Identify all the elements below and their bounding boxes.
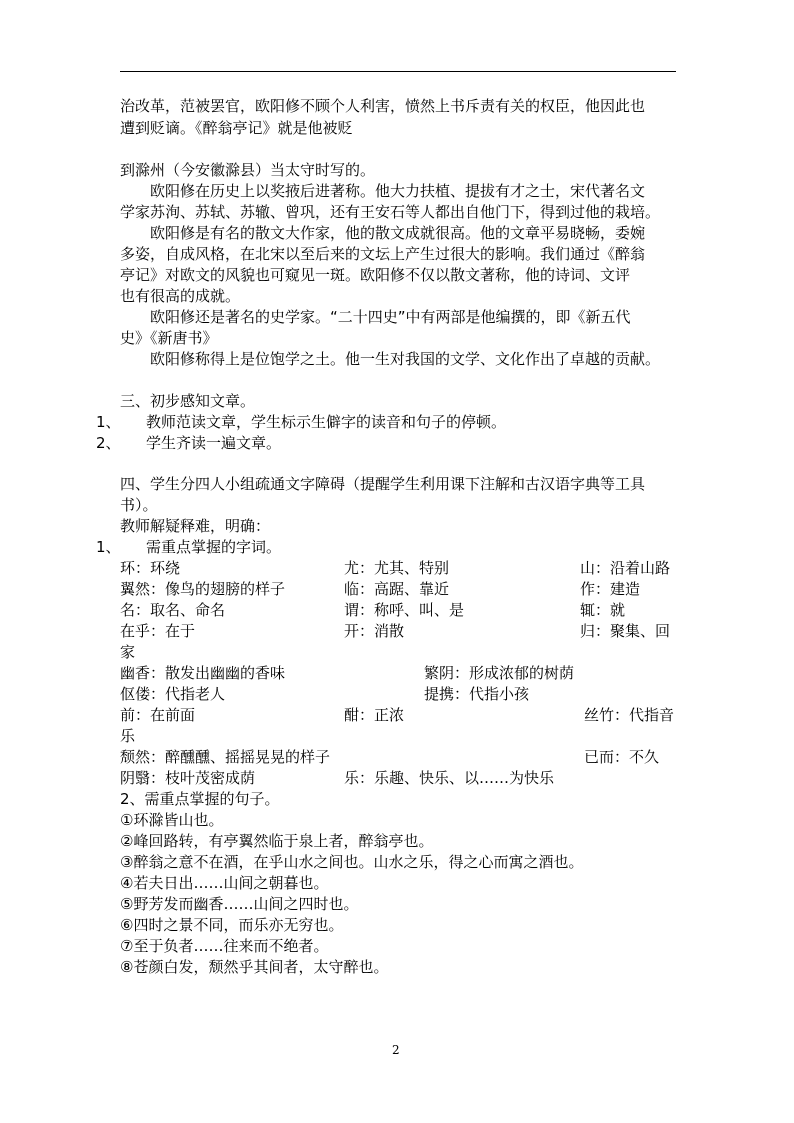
vocab-entry: 归：聚集、回 (580, 622, 671, 640)
sentence-item: ①环滁皆山也。 (120, 811, 224, 829)
vocab-entry: 在乎：在于 (120, 622, 196, 640)
vocab-entry: 酣：正浓 (344, 706, 405, 724)
vocab-entry: 翼然：像鸟的翅膀的样子 (120, 580, 286, 598)
section-4-title-line-2: 书）。 (120, 496, 158, 514)
bio-p2-line-4: 也有很高的成就。 (120, 287, 241, 305)
header-rule (120, 71, 676, 72)
page-number: 2 (392, 1043, 400, 1057)
sentences-title: 2、需重点掌握的句子。 (120, 790, 280, 808)
vocab-entry: 阴翳：枝叶茂密成荫 (120, 769, 256, 787)
sentence-item: ③醉翁之意不在酒，在乎山水之间也。山水之乐，得之心而寓之酒也。 (120, 853, 584, 871)
section-4-explain: 教师解疑释难，明确： (120, 517, 271, 535)
bio-p2-line-2: 多姿，自成风格，在北宋以至后来的文坛上产生过很大的影响。我们通过《醉翁 (120, 245, 646, 263)
vocab-entry: 环：环绕 (120, 559, 181, 577)
vocab-entry-wrap: 家 (120, 643, 136, 661)
bio-p4-line-1: 欧阳修称得上是位饱学之土。他一生对我国的文学、文化作出了卓越的贡献。 (150, 350, 661, 368)
intro-line-3: 到滁州（今安徽滁县）当太守时写的。 (120, 161, 376, 179)
section-3-item-1-number: 1、 (96, 413, 121, 431)
vocab-entry: 山：沿着山路 (580, 559, 671, 577)
intro-line-2: 遭到贬谪。《醉翁亭记》就是他被贬 (120, 119, 353, 137)
vocab-entry: 谓：称呼、叫、是 (344, 601, 465, 619)
vocab-entry: 丝竹：代指音 (584, 706, 675, 724)
vocab-entry: 繁阴：形成浓郁的树荫 (424, 664, 575, 682)
intro-line-1: 治改革，范被罢官，欧阳修不顾个人利害，愤然上书斥责有关的权臣，他因此也 (120, 97, 646, 115)
vocab-entry: 名：取名、命名 (120, 601, 226, 619)
vocab-entry-wrap: 乐 (120, 727, 136, 745)
section-3-title: 三、初步感知文章。 (120, 392, 256, 410)
vocab-entry: 尤：尤其、特别 (344, 559, 450, 577)
sentence-item: ⑤野芳发而幽香……山间之四时也。 (120, 895, 359, 913)
vocab-entry: 开：消散 (344, 622, 405, 640)
vocab-entry: 伛偻：代指老人 (120, 685, 226, 703)
bio-p1-line-1: 欧阳修在历史上以奖掖后进著称。他大力扶植、提拔有才之士，宋代著名文 (150, 182, 646, 200)
section-3-item-1-text: 教师范读文章，学生标示生僻字的读音和句子的停顿。 (146, 413, 507, 431)
vocab-entry: 乐：乐趣、快乐、以……为快乐 (344, 769, 555, 787)
section-3-item-2-text: 学生齐读一遍文章。 (146, 434, 282, 452)
vocab-entry: 辄：就 (580, 601, 626, 619)
vocab-heading-number: 1、 (96, 538, 121, 556)
vocab-entry: 前：在前面 (120, 706, 196, 724)
bio-p1-line-2: 学家苏洵、苏轼、苏辙、曾巩，还有王安石等人都出自他门下，得到过他的栽培。 (120, 203, 661, 221)
sentence-item: ⑧苍颜白发，颓然乎其间者，太守醉也。 (120, 958, 389, 976)
vocab-entry: 颓然：醉醺醺、摇摇晃晃的样子 (120, 748, 331, 766)
vocab-entry: 临：高踞、靠近 (344, 580, 450, 598)
vocab-entry: 作：建造 (580, 580, 641, 598)
bio-p3-line-2: 史》《新唐书》 (120, 329, 218, 347)
vocab-entry: 幽香：散发出幽幽的香味 (120, 664, 286, 682)
bio-p2-line-1: 欧阳修是有名的散文大作家，他的散文成就很高。他的文章平易晓畅，委婉 (150, 224, 646, 242)
vocab-heading-text: 需重点掌握的字词。 (146, 538, 282, 556)
sentence-item: ⑦至于负者……往来而不绝者。 (120, 937, 329, 955)
section-4-title-line-1: 四、学生分四人小组疏通文字障碍（提醒学生利用课下注解和古汉语字典等工具 (120, 475, 646, 493)
section-3-item-2-number: 2、 (96, 434, 121, 452)
vocab-entry: 提携：代指小孩 (424, 685, 530, 703)
bio-p3-line-1: 欧阳修还是著名的史学家。“二十四史”中有两部是他编撰的，即《新五代 (150, 308, 631, 326)
vocab-entry: 已而：不久 (584, 748, 660, 766)
sentence-item: ⑥四时之景不同，而乐亦无穷也。 (120, 916, 344, 934)
sentence-item: ②峰回路转，有亭翼然临于泉上者，醉翁亭也。 (120, 832, 434, 850)
sentence-item: ④若夫日出……山间之朝暮也。 (120, 874, 329, 892)
bio-p2-line-3: 亭记》对欧文的风貌也可窥见一斑。欧阳修不仅以散文著称，他的诗词、文评 (120, 266, 631, 284)
